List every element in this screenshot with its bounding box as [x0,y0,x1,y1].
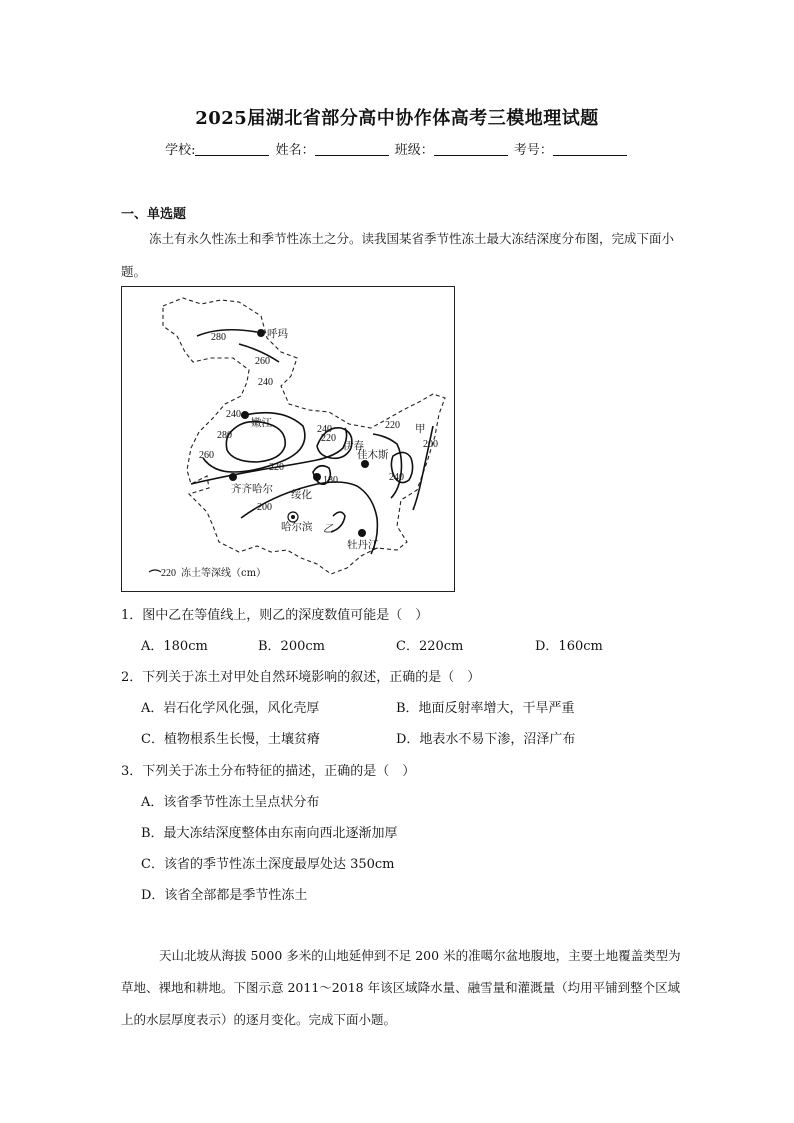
page-title: 2025届湖北省部分高中协作体高考三模地理试题 [195,108,599,129]
place-nenjiang: 嫩江 [251,417,272,429]
exam-no-label: 考号： [513,143,553,158]
capital-dot-harbin [291,515,295,519]
label-220a: 220 [321,433,336,444]
q3-option-d[interactable]: D．该省全部都是季节性冻土 [141,888,308,903]
q1-option-d[interactable]: D．160cm [535,639,603,654]
place-huma: 呼玛 [267,328,288,340]
q2-option-a[interactable]: A．岩石化学风化强，风化壳厚 [141,701,320,716]
legend-value: 220 [161,568,176,579]
school-blank[interactable] [195,143,269,156]
name-label: 姓名： [275,143,315,158]
class-blank[interactable] [434,143,508,156]
city-dot-suihua [313,473,321,481]
q3-option-b[interactable]: B．最大冻结深度整体由东南向西北逐渐加厚 [141,826,398,841]
q3-option-c[interactable]: C．该省的季节性冻土深度最厚处达 350cm [141,857,395,872]
label-260a: 260 [255,356,270,367]
q2-option-d[interactable]: D．地表水不易下渗，沼泽广布 [396,732,576,747]
class-label: 班级： [394,143,434,158]
question-1-stem: 1．图中乙在等值线上，则乙的深度数值可能是（ ） [121,608,429,623]
label-280b: 280 [217,430,232,441]
label-220b: 220 [385,420,400,431]
section-heading: 一、单选题 [121,207,187,222]
school-label: 学校: [165,143,196,158]
city-dot-jiamusi [361,460,369,468]
place-yi: 乙 [323,523,334,535]
q1-option-c[interactable]: C．220cm [396,639,464,654]
label-240d: 240 [389,472,404,483]
q1-option-b[interactable]: B．200cm [258,639,325,654]
exam-no-blank[interactable] [553,143,627,156]
q2-option-c[interactable]: C．植物根系生长慢，土壤贫瘠 [141,732,320,747]
label-200a: 200 [423,439,438,450]
question-2-stem: 2．下列关于冻土对甲处自然环境影响的叙述，正确的是（ ） [121,670,481,685]
passage-2 [121,940,681,1036]
q1-option-a[interactable]: A．180cm [141,639,208,654]
city-dot-huma [257,329,265,337]
place-qiqihar: 齐齐哈尔 [231,483,273,495]
intro-text: 冻土有永久性冻土和季节性冻土之分。读我国某省季节性冻土最大冻结深度分布图，完成下面小题。 [121,231,675,279]
label-180: 180 [323,475,338,486]
q2-option-b[interactable]: B．地面反射率增大，干旱严重 [396,701,575,716]
label-260b: 260 [199,450,214,461]
place-jiamusi: 佳木斯 [357,449,389,461]
place-suihua: 绥化 [291,489,312,501]
city-dot-nenjiang [241,411,249,419]
student-info [0,139,794,158]
legend-text: 冻土等深线（cm） [181,568,267,579]
frozen-soil-map [121,286,455,592]
place-harbin: 哈尔滨 [281,521,313,533]
passage-2-text: 天山北坡从海拔 5000 多米的山地延伸到不足 200 米的准噶尔盆地腹地，主要土地覆盖类型为草地、裸地和耕地。下图示意 2011～2018 年该区域降水量、融雪量和灌溉量（均用平铺到整个区域上的水层厚度表示）的逐月变化。完成下面小题。 [121,948,681,1027]
city-dot-qiqihar [229,473,237,481]
label-240c: 240 [317,424,332,435]
q3-option-a[interactable]: A．该省季节性冻土呈点状分布 [141,795,320,810]
intro-paragraph [121,222,681,288]
label-240b: 240 [226,409,241,420]
label-240a: 240 [258,377,273,388]
label-200b: 200 [257,502,272,513]
place-jia: 甲 [415,423,426,435]
city-dot-mudanjiang [358,529,366,537]
place-mudanjiang: 牡丹江 [347,539,379,551]
question-3-stem: 3．下列关于冻土分布特征的描述，正确的是（ ） [121,764,416,779]
label-280a: 280 [211,332,226,343]
place-yichun: 伊春 [343,440,364,452]
label-220c: 220 [269,462,284,473]
name-blank[interactable] [315,143,389,156]
